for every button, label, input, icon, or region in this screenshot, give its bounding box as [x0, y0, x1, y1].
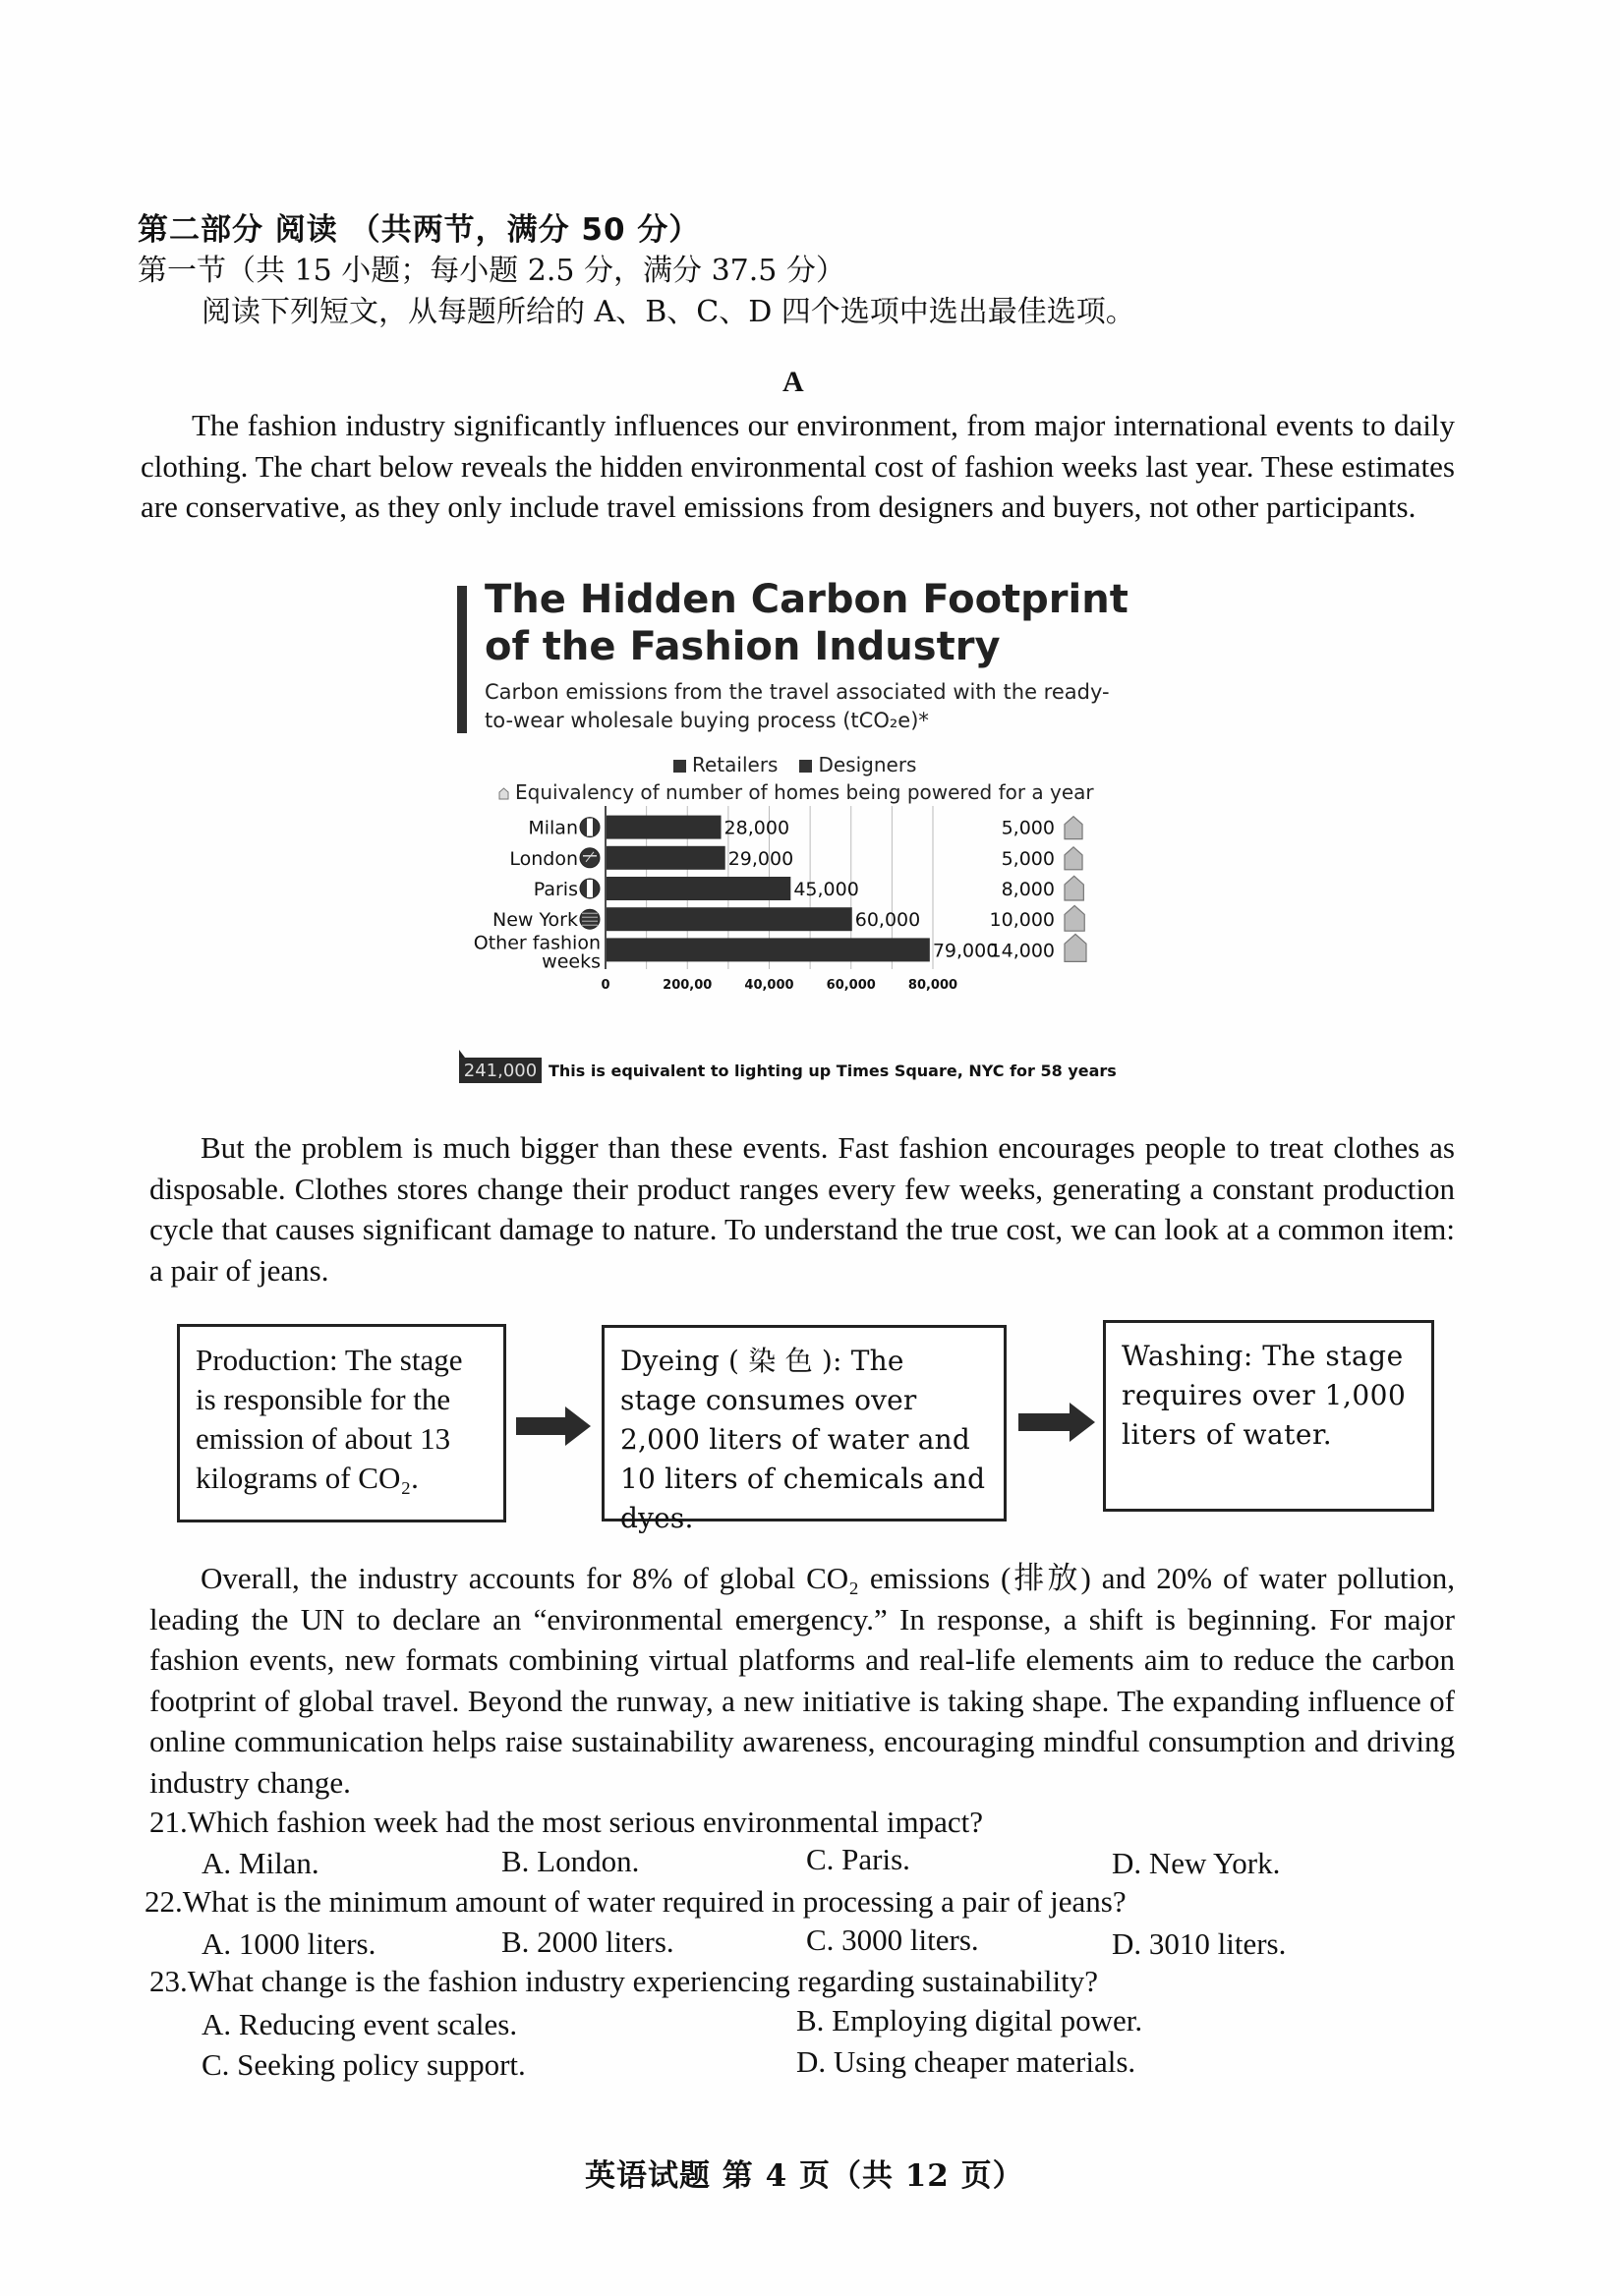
house-icon	[1065, 905, 1084, 931]
q21-option-d[interactable]: D. New York.	[1112, 1846, 1281, 1880]
q22-option-b[interactable]: B. 2000 liters.	[501, 1924, 674, 1959]
house-icon	[1065, 876, 1083, 900]
bar-paris	[607, 877, 790, 900]
q21-option-a[interactable]: A. Milan.	[202, 1846, 319, 1880]
question-22: 22.What is the minimum amount of water required in processing a pair of jeans?	[145, 1884, 1127, 1919]
france-flag-icon-stripe	[587, 880, 593, 897]
bar-value-label: 60,000	[854, 909, 921, 932]
q22-option-c[interactable]: C. 3000 liters.	[806, 1923, 979, 1957]
chart-subtitle: Carbon emissions from the travel associated with the ready-to-wear wholesale buying process (tCO₂e)*	[485, 680, 1110, 732]
chart-title: The Hidden Carbon Footprint of the Fashion Industry	[485, 577, 1128, 669]
q22-option-d[interactable]: D. 3010 liters.	[1112, 1926, 1287, 1961]
bar-value-label: 29,000	[727, 847, 794, 870]
paragraph-3: Overall, the industry accounts for 8% of global CO₂ emissions (排放) and 20% of water pollution, leading the UN to declare an “environmental emergency.” In response, a shift is beginning. For major fashion events, new formats combining virtual platforms and real-life elements aim to reduce the carbon footprint of global travel. Beyond the runway, a new initiative is taking shape. The expanding influence of online communication helps raise sustainability awareness, encouraging mindful consumption and driving industry change.	[149, 1561, 1455, 1800]
q21-option-b[interactable]: B. London.	[501, 1844, 640, 1878]
arrow-right-icon	[516, 1405, 593, 1448]
us-flag-icon	[580, 909, 600, 929]
x-tick-label: 60,000	[826, 978, 876, 993]
house-icon	[1065, 934, 1086, 961]
x-tick-label: 0	[601, 978, 610, 993]
question-23: 23.What change is the fashion industry experiencing regarding sustainability?	[149, 1964, 1099, 1998]
bar-new-york	[607, 907, 852, 931]
paragraph-2: But the problem is much bigger than these events. Fast fashion encourages people to treat clothes as disposable. Clothes stores change their product ranges every few weeks, generating a constant production cycle that causes significant damage to nature. To understand the true cost, we can look at a common item: a pair of jeans.	[149, 1130, 1455, 1288]
bar-value-label: 79,000	[932, 940, 999, 962]
q23-option-d[interactable]: D. Using cheaper materials.	[796, 2044, 1136, 2079]
flow-step-production: Production: The stage is responsible for the emission of about 13 kilograms of CO₂.	[177, 1324, 506, 1522]
x-tick-label: 80,000	[907, 978, 958, 993]
bar-value-label: 45,000	[793, 879, 859, 900]
q23-option-c[interactable]: C. Seeking policy support.	[202, 2047, 526, 2082]
house-icon	[1065, 817, 1082, 839]
bar-other-fashion-weeks	[607, 938, 930, 961]
category-label: New York	[492, 909, 578, 932]
bar-milan	[607, 816, 722, 839]
uk-flag-icon	[580, 848, 600, 868]
badge-tab	[459, 1050, 465, 1058]
total-note: This is equivalent to lighting up Times Square, NYC for 58 years	[549, 1062, 1117, 1080]
q23-option-a[interactable]: A. Reducing event scales.	[202, 2007, 518, 2041]
homes-value-label: 8,000	[1001, 879, 1055, 900]
homes-value-label: 10,000	[989, 909, 1055, 932]
x-tick-label: 200,00	[663, 978, 713, 993]
section-title: 第二部分 阅读 （共两节，满分 50 分）	[138, 212, 701, 248]
legend-item-designers: Designers	[799, 753, 916, 776]
category-label: Other fashion	[473, 932, 601, 954]
q21-option-c[interactable]: C. Paris.	[806, 1842, 910, 1876]
paragraph-1: The fashion industry significantly influences our environment, from major international events to daily clothing. The chart below reveals the hidden environmental cost of fashion weeks last year. These estimates are conservative, as they only include travel emissions from designers and buyers, not other participants.	[141, 408, 1455, 524]
instruction: 阅读下列短文，从每题所给的 A、B、C、D 四个选项中选出最佳选项。	[202, 295, 1135, 329]
category-label: London	[509, 847, 578, 870]
flow-step-washing: Washing: The stage requires over 1,000 liters of water.	[1103, 1320, 1434, 1512]
flow-step-dyeing: Dyeing ( 染 色 ): The stage consumes over 2,000 liters of water and 10 liters of chemicals and dyes.	[602, 1325, 1007, 1521]
chart-plot	[457, 576, 1135, 1107]
passage-label: A	[782, 366, 804, 398]
x-tick-label: 40,000	[744, 978, 794, 993]
subsection-heading: 第一节（共 15 小题；每小题 2.5 分，满分 37.5 分）	[138, 254, 845, 288]
bar-value-label: 28,000	[723, 817, 790, 839]
q22-option-a[interactable]: A. 1000 liters.	[202, 1926, 376, 1961]
category-label: weeks	[542, 950, 601, 973]
legend-item-retailers: Retailers	[673, 753, 778, 776]
page-footer: 英语试题 第 4 页（共 12 页）	[585, 2158, 1024, 2194]
homes-value-label: 14,000	[989, 940, 1055, 962]
question-21: 21.Which fashion week had the most serious environmental impact?	[149, 1805, 983, 1839]
homes-value-label: 5,000	[1001, 817, 1055, 839]
arrow-right-icon	[1018, 1401, 1097, 1444]
bar-london	[607, 846, 725, 870]
category-label: Paris	[533, 879, 578, 900]
category-label: Milan	[528, 817, 578, 839]
q23-option-b[interactable]: B. Employing digital power.	[796, 2003, 1143, 2038]
homes-value-label: 5,000	[1001, 847, 1055, 870]
legend-note: Equivalency of number of homes being powered for a year	[498, 780, 1094, 804]
house-icon	[1065, 847, 1082, 870]
carbon-footprint-chart	[457, 576, 1135, 1107]
italy-flag-icon-stripe	[587, 819, 593, 836]
total-badge-value: 241,000	[463, 1061, 538, 1081]
